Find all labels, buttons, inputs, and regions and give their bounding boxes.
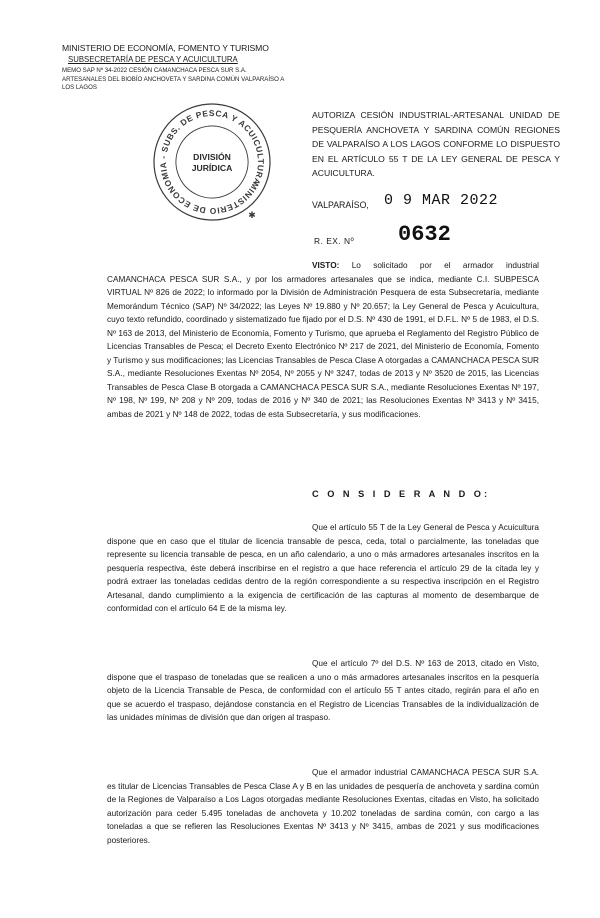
subsecretaria-name: SUBSECRETARÍA DE PESCA Y ACUICULTURA	[68, 55, 238, 64]
seal-ring-text: MINISTERIO DE ECONOMIA - SUBS. DE PESCA Y ACUICULTURA	[157, 107, 267, 217]
seal-center-line1: DIVISIÓN	[193, 152, 231, 162]
visto-text: Lo solicitado por el armador industrial CAMANCHACA PESCA SUR S.A., y por los armadores artesanales que se indica, mediante C.I. SUBPESCA VIRTUAL Nº 826 de 2022; lo informado por la División de Administración Pesquera de esta Subsecretaría, mediante Memorándum Técnico (SAP) Nº 34/2022; las Leyes Nº 19.880 y Nº 20.657; la Ley General de Pesca y Acuicultura, cuyo texto refundido, coordinado y sistematizado fue fijado por el D.S. Nº 430 de 1991, el D.F.L. Nº 5 de 1983, el D.S. Nº 163 de 2013, del Ministerio de Economía, Fomento y Turismo, que aprueba el Reglamento del Registro Público de Licencias Transables de Pesca; el Decreto Exento Electrónico Nº 217 de 2021, del Ministerio de Economía, Fomento y Turismo y sus modificaciones; las Licencias Transables de Pesca Clase A otorgadas a CAMANCHACA PESCA SUR S.A., mediante Resoluciones Exentas Nº 2054, Nº 2055 y Nº 3247, todas de 2013 y Nº 3520 de 2015, las Licencias Transables de Pesca Clase B otorgada a CAMANCHACA PESCA SUR S.A., mediante Resoluciones Exentas Nº 197, Nº 198, Nº 199, Nº 208 y Nº 209, todas de 2016 y Nº 340 de 2021; las Resoluciones Exentas Nº 3413 y Nº 3415, ambas de 2021 y Nº 148 de 2022, todas de esta Subsecretaría, y sus modificaciones.	[107, 261, 539, 419]
memo-reference: MEMO SAP Nº 34-2022 CESIÓN CAMANCHACA PESCA SUR S.A. ARTESANALES DEL BIOBÍO ANCHOVETA Y SARDINA COMÚN VALPARAÍSO A LOS LAGOS	[62, 67, 285, 92]
considerando-1: Que el artículo 55 T de la Ley General de Pesca y Acuicultura dispone que en caso que el titular de licencia transable de pesca, ceda, total o parcialmente, las toneladas que represente su licencia transable de pesca, en un año calendario, a uno o más armadores artesanales inscritos en la pesquería respectiva, éste deberá inscribirse en el registro a que hace referencia el artículo 29 de la citada ley y podrá extraer las toneladas cedidas dentro de la región correspondiente a su respectiva inscripción en el Registro Artesanal, dando cumplimiento a la exigencia de certificación de las capturas al momento de desembarque de conformidad con el artículo 64 E de la misma ley.	[107, 523, 539, 613]
considerando-3: Que el armador industrial CAMANCHACA PESCA SUR S.A. es titular de Licencias Transables de Pesca Clase A y B en las unidades de pesquería de anchoveta y sardina común de la Regiones de Valparaíso a Los Lagos otorgadas mediante Resoluciones Exentas, citadas en Visto, ha solicitado autorización para ceder 5.495 toneladas de anchoveta y 10.202 toneladas de sardina común, con cargo a las toneladas a que se refieren las Resoluciones Exentas Nº 3413 y Nº 3415, ambas de 2021 y sus modificaciones posteriores.	[107, 768, 539, 845]
visto-paragraph	[107, 259, 539, 421]
rex-number: 0632	[398, 222, 451, 247]
seal-ring	[148, 98, 276, 226]
place: VALPARAÍSO,	[312, 200, 369, 210]
seal-center-line2: JURÍDICA	[191, 163, 233, 173]
considerando-heading: C O N S I D E R A N D O:	[312, 489, 491, 499]
seal-star-icon: ✱	[248, 211, 256, 221]
considerando-2: Que el artículo 7º del D.S. Nº 163 de 2013, citado en Visto, dispone que el traspaso de toneladas que se realicen a uno o más armadores artesanales inscritos en la pesquería objeto de la Licencia Transable de Pesca, de conformidad con el artículo 55 T antes citado, regirán para el año en que se acuerdo el traspaso, dejándose constancia en el Registro de Licencias Transables de la individualización de las unidades mínimas de división que dan origen al traspaso.	[107, 659, 539, 722]
letterhead	[62, 42, 302, 93]
date-stamp: 0 9 MAR 2022	[384, 192, 499, 209]
division-juridica-seal	[148, 98, 276, 226]
svg-text:MINISTERIO DE ECONOMIA - SUBS.	[148, 98, 276, 226]
visto-heading: VISTO:	[312, 261, 340, 270]
resolution-title: AUTORIZA CESIÓN INDUSTRIAL-ARTESANAL UNIDAD DE PESQUERÍA ANCHOVETA Y SARDINA COMÚN REGIONES DE VALPARAÍSO A LOS LAGOS CONFORME LO DISPUESTO EN EL ARTÍCULO 55 T DE LA LEY GENERAL DE PESCA Y ACUICULTURA.	[312, 110, 560, 179]
ministry-name: MINISTERIO DE ECONOMÍA, FOMENTO Y TURISMO	[62, 43, 269, 53]
rex-label: R. EX. Nº	[314, 236, 355, 246]
